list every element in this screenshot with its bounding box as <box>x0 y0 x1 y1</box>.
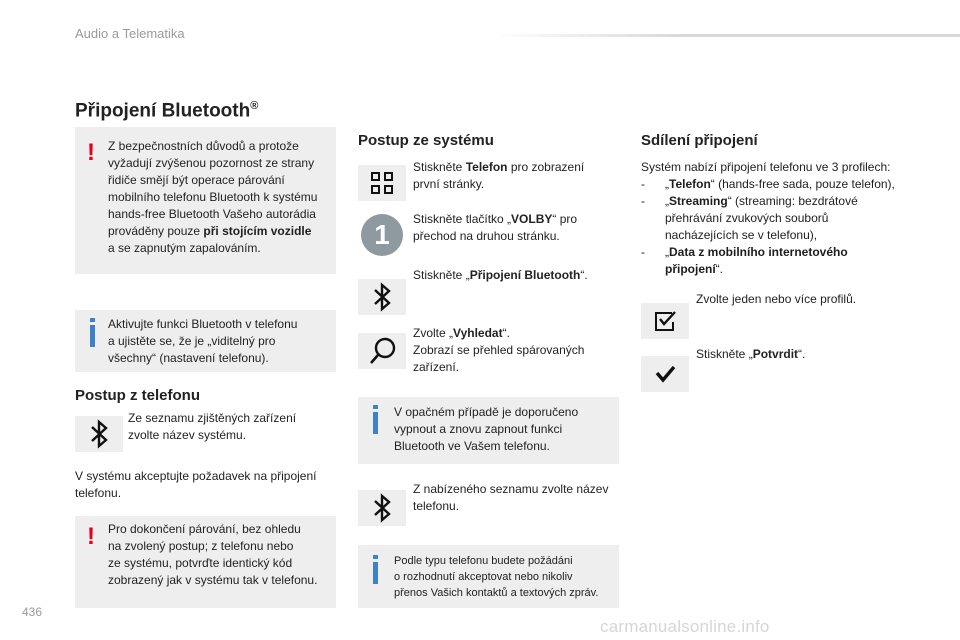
bluetooth-icon <box>75 416 123 452</box>
warning-box-pairing <box>75 516 336 608</box>
warning-text: Pro dokončení párování, bez ohledu na zvolený postup; z telefonu nebo ze systému, potvrďte identický kód zobrazený jak v systému tak v telefonu. <box>108 522 318 587</box>
info-icon <box>373 412 378 434</box>
bluetooth-icon-box <box>358 279 406 315</box>
profile-item-telefon: - <box>641 177 645 191</box>
step-text: Stiskněte Telefon pro zobrazení první stránky. <box>413 160 585 191</box>
section-heading-sharing: Sdílení připojení <box>641 132 758 149</box>
step-text: Zvolte „Vyhledat“. Zobrazí se přehled spárovaných zařízení. <box>413 326 585 374</box>
page-number: 436 <box>22 605 43 619</box>
section-heading-system: Postup ze systému <box>358 132 494 149</box>
info-text: V opačném případě je doporučeno vypnout a znovu zapnout funkci Bluetooth ve Vašem telefonu. <box>394 405 579 453</box>
step-text: Ze seznamu zjištěných zařízení zvolte název systému. <box>128 411 297 442</box>
warning-box-safety <box>75 127 336 274</box>
info-box-activate <box>75 310 336 372</box>
info-box-restart <box>358 397 619 464</box>
profile-item-streaming: - <box>641 194 645 208</box>
checkbox-icon <box>641 303 689 339</box>
step-text: Stiskněte „Potvrdit“. <box>696 347 806 361</box>
profiles-intro: Systém nabízí připojení telefonu ve 3 profilech: <box>641 160 891 174</box>
info-box-contacts <box>358 545 619 608</box>
warning-icon: ! <box>87 523 95 550</box>
grid-icon <box>358 165 406 201</box>
step-number-badge: 1 <box>361 214 403 256</box>
step-text: Zvolte jeden nebo více profilů. <box>696 292 857 306</box>
telefon-icon-box <box>358 165 406 201</box>
accept-text: V systému akceptujte požadavek na připojení telefonu. <box>75 469 317 500</box>
page-title: Připojení Bluetooth® <box>75 100 259 122</box>
warning-text: Z bezpečnostních důvodů a protože vyžadují zvýšenou pozornost ze strany řidiče smějí být operace párování mobilního telefonu Bluetooth k systému hands-free Bluetooth Vašeho autorádia prováděny pouze při stojícím vozidle a se zapnutým zapalováním. <box>108 139 318 255</box>
profile-item-data-text: „Data z mobilního internetového připojení“. <box>665 245 848 276</box>
bluetooth-icon-box <box>358 490 406 526</box>
bluetooth-icon-box <box>75 416 123 452</box>
checkmark-icon <box>641 356 689 392</box>
step-text: Stiskněte „Připojení Bluetooth“. <box>413 268 588 282</box>
bluetooth-icon <box>358 490 406 526</box>
confirm-icon-box <box>641 356 689 392</box>
profile-item-data: - <box>641 245 645 259</box>
info-icon <box>373 562 378 584</box>
info-icon <box>90 325 95 347</box>
header-title: Audio a Telematika <box>75 26 185 41</box>
bluetooth-icon <box>358 279 406 315</box>
step-text: Stiskněte tlačítko „VOLBY“ pro přechod na druhou stránku. <box>413 212 578 243</box>
search-icon <box>358 333 406 369</box>
profile-item-streaming-text: „Streaming“ (streaming: bezdrátové přehrávání zvukových souborů nacházejících se v telefonu), <box>665 194 858 242</box>
profile-item-telefon-text: „Telefon“ (hands-free sada, pouze telefon), <box>665 177 895 191</box>
watermark: carmanualsonline.info <box>600 617 770 636</box>
search-icon-box <box>358 333 406 369</box>
header-divider <box>490 34 960 37</box>
section-heading-phone: Postup z telefonu <box>75 387 200 404</box>
info-text: Aktivujte funkci Bluetooth v telefonu a ujistěte se, že je „viditelný pro všechny“ (nastavení telefonu). <box>108 317 298 365</box>
step-text: Z nabízeného seznamu zvolte název telefonu. <box>413 482 609 513</box>
info-text: Podle typu telefonu budete požádáni o rozhodnutí akceptovat nebo nikoliv přenos Vašich kontaktů a textových zpráv. <box>394 555 599 599</box>
warning-icon: ! <box>87 139 95 166</box>
checklist-icon-box <box>641 303 689 339</box>
